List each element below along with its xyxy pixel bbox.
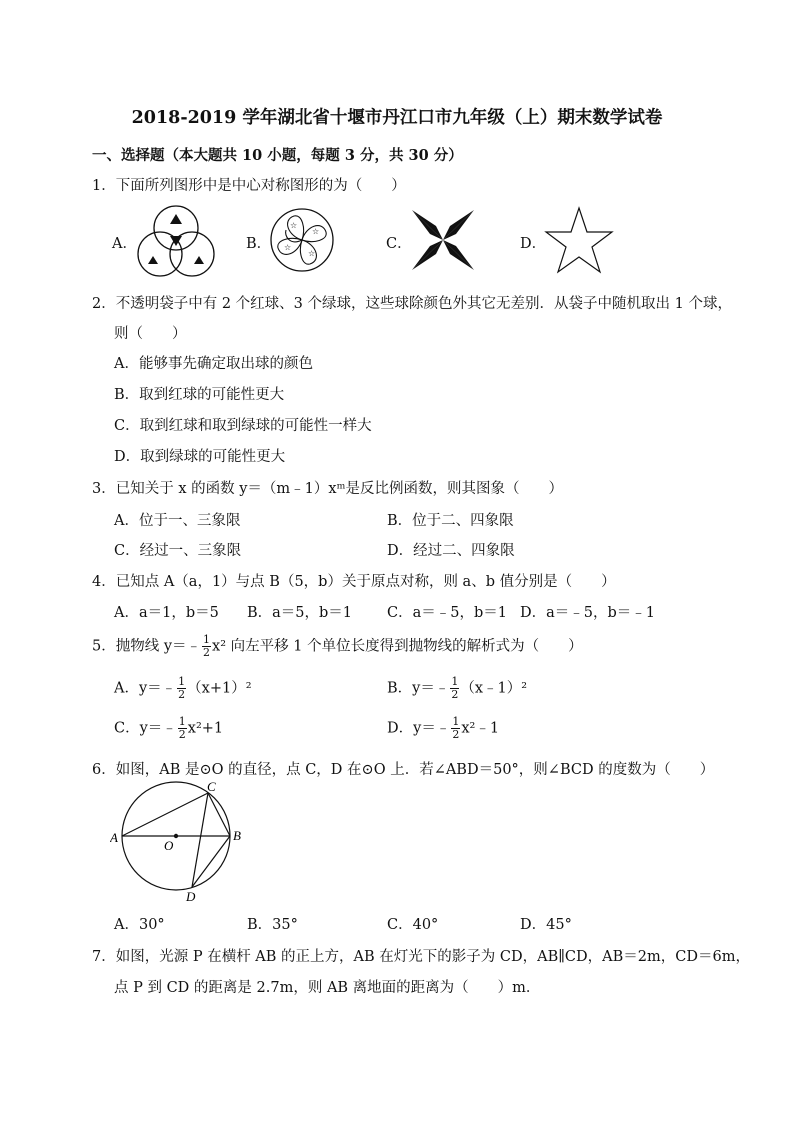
- q1-figure-d: [544, 206, 614, 274]
- q1-label-d: D．: [520, 236, 547, 252]
- q2-option-a: A．能够事先确定取出球的颜色: [114, 356, 313, 372]
- q2-option-b: B．取到红球的可能性更大: [114, 387, 285, 403]
- page-title: 2018-2019 学年湖北省十堰市丹江口市九年级（上）期末数学试卷: [131, 108, 663, 128]
- option-label: D．y＝﹣: [387, 720, 451, 737]
- fraction-denominator: 2: [178, 728, 186, 741]
- q5-option-c: [114, 716, 223, 741]
- q3-option-a: A．位于一、三象限: [114, 513, 241, 529]
- fraction-numerator: 1: [178, 715, 186, 728]
- option-label: A．y＝﹣: [114, 680, 177, 697]
- q4-option-c: C．a＝﹣5，b＝1: [387, 605, 507, 621]
- q6-option-d: D．45°: [520, 917, 572, 933]
- q6-label-b: B: [233, 828, 241, 843]
- q4-option-b: B．a＝5，b＝1: [247, 605, 353, 621]
- q6-option-b: B．35°: [247, 917, 298, 933]
- q4-option-d: D．a＝﹣5，b＝﹣1: [520, 605, 656, 621]
- option-tail: （x+1）²: [187, 680, 252, 697]
- section-heading: 一、选择题（本大题共 10 小题，每题 3 分，共 30 分）: [92, 147, 463, 164]
- q7-stem-cont: 点 P 到 CD 的距离是 2.7m，则 AB 离地面的距离为（ ）m．: [114, 980, 541, 996]
- q2-stem-cont: 则（ ）: [114, 326, 187, 342]
- fraction-denominator: 2: [203, 646, 211, 659]
- svg-text:☆: ☆: [284, 243, 292, 252]
- q1-label-c: C．: [386, 236, 412, 252]
- q3-option-d: D．经过二、四象限: [387, 543, 515, 559]
- option-tail: x²﹣1: [461, 720, 500, 737]
- q1-figure-a: [134, 202, 218, 278]
- q6-label-c: C: [207, 780, 216, 794]
- fraction-denominator: 2: [178, 688, 186, 701]
- q5-fraction: [202, 634, 211, 659]
- fraction-denominator: 2: [452, 728, 460, 741]
- fraction-denominator: 2: [451, 688, 459, 701]
- q5-option-b: [387, 676, 527, 701]
- q6-option-a: A．30°: [114, 917, 165, 933]
- q4-stem: 4．已知点 A（a，1）与点 B（5，b）关于原点对称，则 a、b 值分别是（ ）: [92, 574, 616, 590]
- option-tail: （x﹣1）²: [460, 680, 528, 697]
- q5-stem-pre: 5．抛物线 y＝﹣: [92, 638, 202, 655]
- q6-option-c: C．40°: [387, 917, 439, 933]
- q2-stem: 2．不透明袋子中有 2 个红球、3 个绿球，这些球除颜色外其它无差别．从袋子中随机取出 1 个球，: [92, 296, 732, 312]
- q1-figure-c: [410, 208, 476, 272]
- q5-stem: [92, 634, 583, 659]
- svg-text:☆: ☆: [312, 227, 320, 236]
- q6-stem: 6．如图，AB 是⊙O 的直径，点 C，D 在⊙O 上．若∠ABD＝50°，则∠BCD 的度数为（ ）: [92, 762, 715, 778]
- fraction-numerator: 1: [451, 675, 459, 688]
- q1-label-a: A．: [112, 236, 137, 252]
- fraction-numerator: 1: [203, 633, 211, 646]
- q1-figure-b: [268, 206, 336, 274]
- svg-text:☆: ☆: [308, 249, 316, 258]
- option-fraction: [178, 716, 187, 741]
- q3-stem: 3．已知关于 x 的函数 y＝（m﹣1）xᵐ是反比例函数，则其图象（ ）: [92, 481, 563, 497]
- q5-option-a: [114, 676, 252, 701]
- option-label: B．y＝﹣: [387, 680, 450, 697]
- fraction-numerator: 1: [178, 675, 186, 688]
- svg-text:☆: ☆: [290, 221, 298, 230]
- q2-option-c: C．取到红球和取到绿球的可能性一样大: [114, 418, 372, 434]
- fraction-numerator: 1: [452, 715, 460, 728]
- q1-stem: 1．下面所列图形中是中心对称图形的为（ ）: [92, 178, 406, 194]
- q6-circle-figure: [110, 780, 250, 902]
- q4-option-a: A．a＝1，b＝5: [114, 605, 219, 621]
- q7-stem: 7．如图，光源 P 在横杆 AB 的正上方，AB 在灯光下的影子为 CD，AB∥CD，AB＝2m，CD＝6m，: [92, 949, 750, 965]
- q5-option-d: [387, 716, 499, 741]
- q1-label-b: B．: [246, 236, 272, 252]
- option-fraction: [177, 676, 186, 701]
- option-label: C．y＝﹣: [114, 720, 177, 737]
- option-tail: x²+1: [187, 720, 224, 737]
- q3-option-c: C．经过一、三象限: [114, 543, 242, 559]
- option-fraction: [451, 716, 460, 741]
- q6-label-o: O: [164, 838, 174, 853]
- option-fraction: [450, 676, 459, 701]
- q5-stem-post: x² 向左平移 1 个单位长度得到抛物线的解析式为（ ）: [212, 638, 583, 655]
- q6-label-d: D: [186, 889, 196, 902]
- q2-option-d: D．取到绿球的可能性更大: [114, 449, 286, 465]
- q3-option-b: B．位于二、四象限: [387, 513, 514, 529]
- q6-label-a: A: [110, 830, 118, 845]
